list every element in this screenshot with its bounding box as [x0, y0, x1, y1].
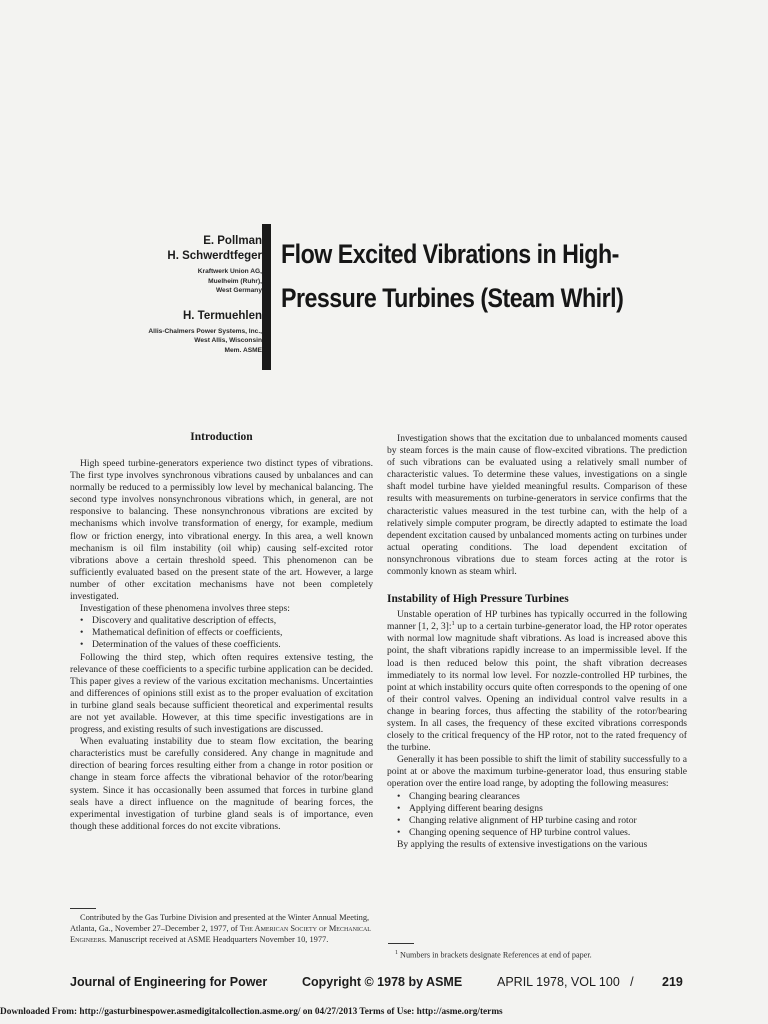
journal-name: Journal of Engineering for Power	[70, 975, 268, 989]
footnote-number: 1	[395, 950, 398, 956]
author-affiliation: Kraftwerk Union AG,	[197, 268, 262, 275]
author-name: H. Termuehlen	[182, 309, 262, 322]
paragraph: By applying the results of extensive investigations on the various	[397, 838, 648, 850]
author-block	[42, 234, 262, 355]
title-divider-bar	[262, 224, 271, 370]
footnote-text: Numbers in brackets designate References at end of paper.	[398, 950, 592, 960]
footnote-references	[395, 948, 695, 961]
paper-title-line: Flow Excited Vibrations in High-	[281, 239, 619, 269]
list-item: • Changing relative alignment of HP turbine casing and rotor	[397, 815, 687, 827]
paper-title	[281, 232, 659, 320]
issue-info: APRIL 1978, VOL 100 /	[497, 975, 634, 989]
paragraph: Following the third step, which often requires extensive testing, the relevance of these coefficients to a specific turbine application can be decided. This paper gives a review of the various excitation mechanisms. Uncertainties and differences of opinions still exist as to the proper evaluation of excitation in turbine gland seals because sufficient theoretical and experimental results are not yet available. However, at this time specific investigations are in progress, and existing results of such investigations are discussed.	[70, 651, 373, 736]
list-item: • Applying different bearing designs	[397, 803, 687, 815]
paragraph	[387, 609, 687, 754]
paper-title-line: Pressure Turbines (Steam Whirl)	[281, 283, 624, 313]
footnote-rule	[70, 908, 96, 909]
footnote-text: . Manuscript received at ASME Headquarters November 10, 1977.	[104, 935, 329, 944]
page-number: 219	[662, 975, 683, 989]
left-column	[70, 430, 373, 833]
paragraph: High speed turbine-generators experience two distinct types of vibrations. The first type involves synchronous vibrations caused by unbalances and can normally be reduced to a permissibly low level by mechanical balancing. The second type involves nonsynchronous vibrations which, in general, are not responsive to balancing. These nonsynchronous vibrations are excited by mechanisms which involve transformation of energy, for example, medium flow or friction energy, into vibrational energy. In this area, a well known mechanism is oil film instability (oil whip) causing self-excited rotor vibrations above a certain threshold speed. This phenomenon can be sufficiently evaluated based on the present state of the art. However, a large number of other excitation mechanisms have not been completely investigated.	[70, 458, 373, 603]
author-affiliation: Mem. ASME	[224, 346, 262, 354]
footnote-rule	[388, 943, 414, 944]
list-item: • Changing opening sequence of HP turbine control values.	[397, 827, 687, 839]
paragraph: Investigation shows that the excitation due to unbalanced moments caused by steam forces is the main cause of flow-excited vibrations. The prediction of such vibrations can be evaluated using a relatively small number of characteristic values. To determine these values, investigations on a single shaft model turbine have yielded meaningful results. Comparison of these results with measurements on turbine-generators in service confirms that the characteristic values measured in the test turbine can, with the help of a relatively simple computer program, be directly adapted to estimate the load dependent excitation caused by unbalanced moments acting on turbines under actual operating conditions. The load dependent excitation of nonsynchronous vibrations due to steam forces acting at the rotor is commonly known as steam whirl.	[387, 433, 687, 578]
paragraph-text: up to a certain turbine-generator load, the HP rotor operates with normal low magnitude shaft vibrations. As load is increased above this point, the shaft vibrations rapidly increase to an impermissible level. If the load is then reduced below this point, the shaft vibration decreases immediately to its normal low level. For nozzle-controlled HP turbines, the point at which instability occurs quite often corresponds to the opening of one of their control valves. Opening an individual control valve results in a change in bearing forces, thus affecting the stability of the rotor/bearing system. In all cases, the frequency of these excited vibrations corresponds closely to the critical frequency of the HP rotor, not to the rated frequency of the turbine.	[387, 621, 687, 754]
author-name: E. Pollman	[203, 235, 262, 247]
paragraph-text: Unstable operation of HP turbines has typically occurred in the following manner [1, 2, 3]:	[387, 609, 687, 633]
paragraph: Generally it has been possible to shift the limit of stability successfully to a point at or above the maximum turbine-generator load, thus ensuring stable operation over the entire load range, by adopting the following measures:	[387, 754, 687, 790]
download-notice: Downloaded From: http://gasturbinespower.asmedigitalcollection.asme.org/ on 04/27/2013 Terms of Use: http://asme.org/terms	[0, 1006, 503, 1017]
author-name: H. Schwerdtfeger	[167, 250, 262, 262]
section-heading-instability: Instability of High Pressure Turbines	[387, 593, 569, 606]
paragraph: Investigation of these phenomena involves three steps:	[80, 603, 290, 615]
footnote-text: Contributed by the Gas Turbine Division and presented at the Winter Annual Meeting, Atlanta, Ga., November 27–December 2, 1977, of	[70, 913, 370, 933]
list-item: • Discovery and qualitative description of effects,	[80, 615, 373, 627]
author-affiliation: Allis-Chalmers Power Systems, Inc.,	[148, 327, 262, 335]
author-affiliation: Muelheim (Ruhr),	[208, 277, 262, 285]
right-column	[387, 433, 687, 851]
footnote-marker: 1	[451, 620, 455, 628]
list-item: • Changing bearing clearances	[397, 791, 687, 803]
footnote-contributed	[70, 912, 373, 945]
list-item: • Determination of the values of these coefficients.	[80, 639, 373, 651]
footnote-society: The American Society of Mechanical Engineers	[70, 924, 371, 944]
section-heading-introduction: Introduction	[190, 431, 253, 443]
list-item: • Mathematical definition of effects or coefficients,	[80, 627, 373, 639]
bullet-list	[70, 615, 373, 651]
copyright: Copyright © 1978 by ASME	[302, 975, 463, 989]
author-affiliation: West Germany	[215, 287, 262, 294]
paragraph: When evaluating instability due to steam flow excitation, the bearing characteristics must be carefully considered. Any change in magnitude and direction of bearing forces resulting either from a change in rotor position or change in steam force affects the vibrational behavior of the rotor/bearing system. Since it has occasionally been assumed that forces in turbine gland seals have a direct influence on the magnitude of bearing forces, the experimental investigation of turbine gland seals is of importance, even though these additional forces do not excite vibrations.	[70, 736, 373, 832]
bullet-list	[387, 791, 687, 839]
author-affiliation: West Allis, Wisconsin	[194, 337, 262, 344]
